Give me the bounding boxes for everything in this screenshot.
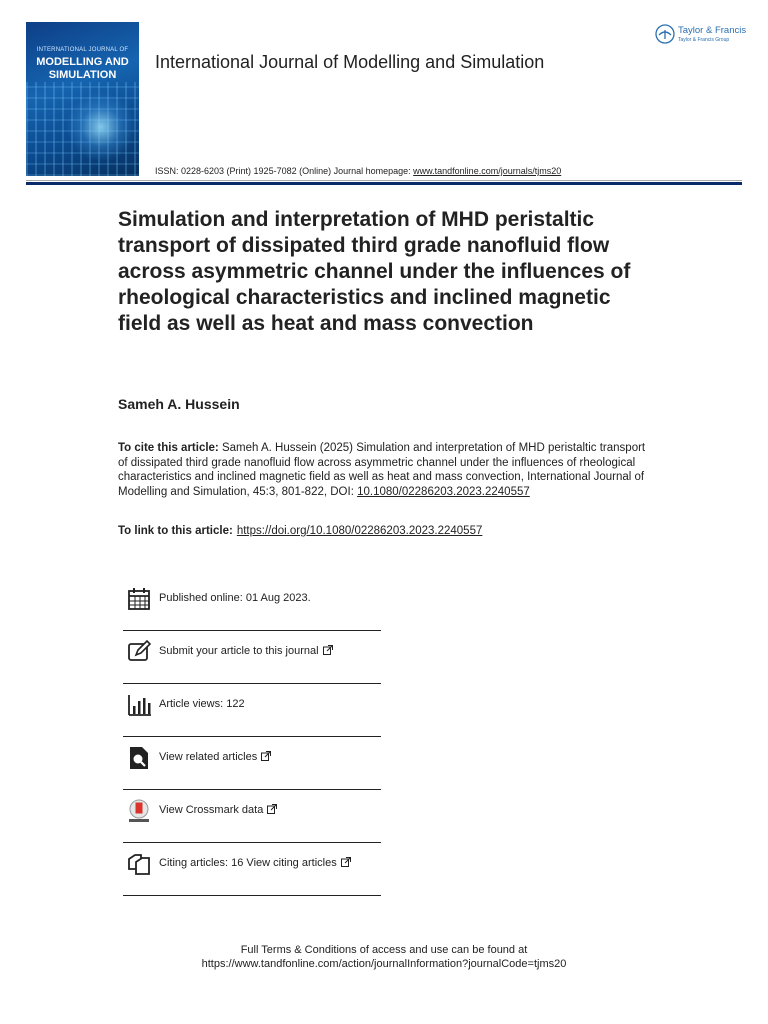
related-articles-label: View related articles [159,751,258,763]
citing-articles-label: Citing articles: 16 View citing articles [159,857,337,869]
info-row-citing[interactable] [123,843,381,896]
submit-article-label: Submit your article to this journal [159,645,319,657]
article-doi-url[interactable]: https://doi.org/10.1080/02286203.2023.2240557 [236,525,483,537]
edit-icon [127,640,151,664]
citation-block [118,441,648,499]
cover-line-1: INTERNATIONAL JOURNAL OF [36,47,129,53]
author-name: Sameh A. Hussein [118,396,240,412]
crossmark-link[interactable] [159,804,277,816]
issn-text: ISSN: 0228-6203 (Print) 1925-7082 (Online) Journal homepage: [155,166,414,176]
related-articles-link[interactable] [159,751,271,763]
publisher-name: Taylor & Francis [678,25,747,36]
citing-articles-link[interactable] [159,857,351,869]
article-info-list [123,578,381,896]
external-link-icon [267,804,277,814]
info-row-crossmark[interactable] [123,790,381,843]
header-rule-thin [26,180,742,181]
article-title: Simulation and interpretation of MHD peristaltic transport of dissipated third grade nanofluid flow across asymmetric channel under the influences of rheological characteristics and inclined magnetic field as well as heat and mass convection [118,208,631,335]
journal-title: International Journal of Modelling and Simulation [155,52,545,72]
submit-article-link[interactable] [159,645,333,657]
external-link-icon [261,751,271,761]
cover-line-2: MODELLING AND [36,56,129,68]
crossmark-icon [127,799,151,823]
external-link-icon [323,645,333,655]
terms-footer-url[interactable]: https://www.tandfonline.com/action/journalInformation?journalCode=tjms20 [201,958,567,970]
citation-doi-link[interactable]: 10.1080/02286203.2023.2240557 [357,485,530,498]
cover-line-3: SIMULATION [48,69,117,81]
cover-glow [66,92,136,162]
published-date: Published online: 01 Aug 2023. [159,592,311,604]
article-link-line [118,525,482,537]
citation-label: To cite this article: [118,442,219,454]
publisher-logo-icon [655,24,675,44]
info-row-views [123,684,381,737]
citation-text: Sameh A. Hussein (2025) Simulation and interpretation of MHD peristaltic transport of dissipated third grade nanofluid flow across asymmetric channel under the influences of rheological characteristics and inclined magnetic field as well as heat and mass convection, International Journal of Modelling and Simulation, 45:3, 801-822, DOI: [118,442,646,498]
info-row-related[interactable] [123,737,381,790]
publisher-group: Taylor & Francis Group [678,37,730,43]
info-row-submit[interactable] [123,631,381,684]
terms-footer-line-1: Full Terms & Conditions of access and use can be found at [240,944,528,956]
journal-homepage-link[interactable]: www.tandfonline.com/journals/tjms20 [413,166,562,176]
citing-articles-icon [127,852,151,876]
calendar-icon [127,587,151,611]
article-views: Article views: 122 [159,698,245,710]
article-link-label: To link to this article: [118,525,233,537]
info-row-published [123,578,381,631]
terms-footer [0,943,768,971]
issn-line [155,166,561,176]
publisher-logo[interactable] [655,22,747,48]
document-search-icon [127,746,151,770]
journal-cover [26,22,139,176]
crossmark-label: View Crossmark data [159,804,264,816]
bar-chart-icon [127,693,151,717]
external-link-icon [341,857,351,867]
header-rule-thick [26,182,742,185]
